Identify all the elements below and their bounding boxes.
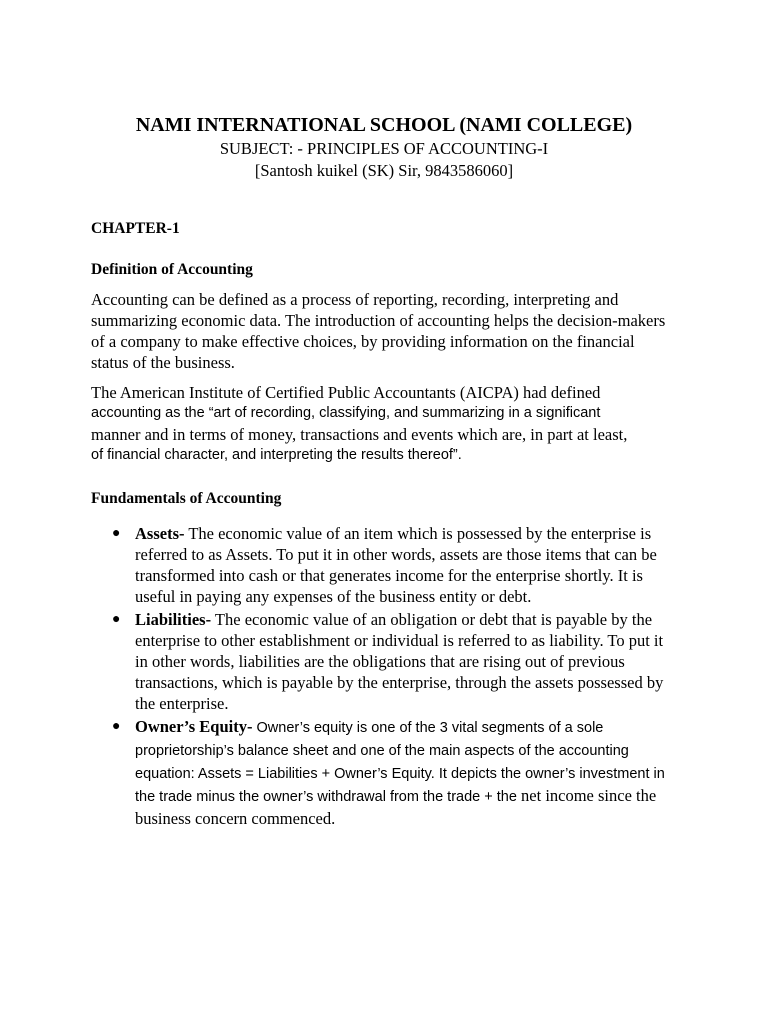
document-body xyxy=(91,218,671,831)
list-item-assets xyxy=(91,523,671,607)
list-item-owners-equity xyxy=(91,716,671,829)
definition-paragraph-1: Accounting can be defined as a process of reporting, recording, interpreting and summarizing economic data. The introduction of accounting helps the decision-makers of a company to make effective choices, by providing information on the financial status of the business. xyxy=(91,290,666,372)
list-item-liabilities xyxy=(91,609,671,714)
liabilities-definition: The economic value of an obligation or debt that is payable by the enterprise to other establishment or individual is referred to as liability. To put it in other words, liabilities are the obligations that are rising out of previous transactions, which is payable by the enterprise, through the assets possessed by the enterprise. xyxy=(135,610,664,713)
teacher-line: [Santosh kuikel (SK) Sir, 9843586060] xyxy=(254,161,514,180)
bullet-icon: ● xyxy=(112,612,121,627)
school-name: NAMI INTERNATIONAL SCHOOL (NAMI COLLEGE) xyxy=(135,114,633,136)
term-liabilities: Liabilities- xyxy=(135,610,212,629)
aicpa-line-3: manner and in terms of money, transactions and events which are, in part at least, xyxy=(91,425,628,444)
assets-definition: The economic value of an item which is possessed by the enterprise is referred to as Assets. To put it in other words, assets are those items that can be transformed into cash or that generates income for the enterprise shortly. It is useful in paying any expenses of the business entity or debt. xyxy=(135,524,657,606)
aicpa-line-4: of financial character, and interpreting the results thereof”. xyxy=(91,447,462,463)
fundamentals-list xyxy=(91,523,671,829)
subject-line: SUBJECT: - PRINCIPLES OF ACCOUNTING-I xyxy=(219,139,549,158)
definition-heading: Definition of Accounting xyxy=(91,261,253,278)
aicpa-line-1: The American Institute of Certified Public Accountants (AICPA) had defined xyxy=(91,383,601,402)
owners-equity-definition-2: proprietorship’s balance sheet and one of the main aspects of the accounting equation: Assets = Liabilities + Owner’s Equity. It depicts the owner’s investment in the trade minus the owner’s withdrawal from the trade + the xyxy=(135,743,665,805)
chapter-heading: CHAPTER-1 xyxy=(91,220,180,237)
term-owners-equity: Owner’s Equity- xyxy=(135,717,253,736)
bullet-icon: ● xyxy=(112,719,121,734)
aicpa-line-2: accounting as the “art of recording, classifying, and summarizing in a significant xyxy=(91,405,601,421)
definition-paragraph-2 xyxy=(91,382,671,466)
term-assets: Assets- xyxy=(135,524,185,543)
fundamentals-heading: Fundamentals of Accounting xyxy=(91,490,282,507)
owners-equity-definition-3: net income since the business concern commenced. xyxy=(135,786,657,828)
document-header xyxy=(0,112,768,182)
bullet-icon: ● xyxy=(112,526,121,541)
owners-equity-definition-1: Owner’s equity is one of the 3 vital segments of a sole xyxy=(252,720,604,736)
